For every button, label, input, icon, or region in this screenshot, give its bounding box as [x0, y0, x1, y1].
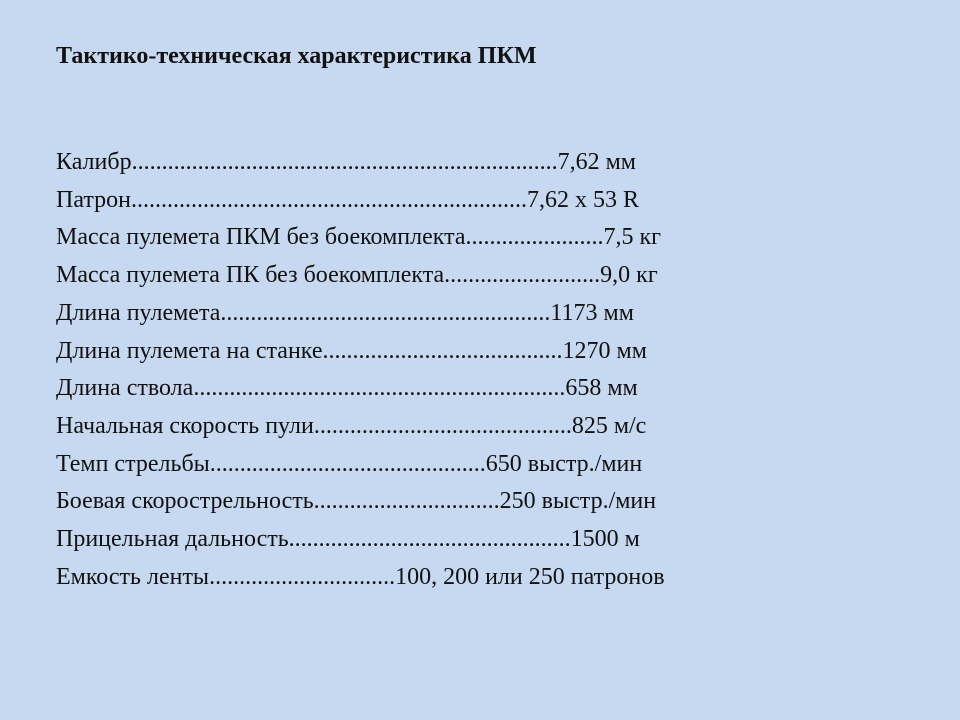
spec-row-muzzle-velocity	[56, 408, 665, 446]
spec-value: 1500 м	[570, 526, 640, 553]
spec-row-caliber	[56, 144, 665, 182]
spec-leader-dots: ..............................................	[209, 450, 486, 477]
spec-value: 658 мм	[565, 375, 638, 402]
spec-value: 825 м/с	[571, 412, 647, 439]
spec-value: 7,62 х 53 R	[527, 186, 640, 213]
spec-row-mass-pkm	[56, 219, 665, 257]
spec-label: Длина пулемета на станке	[56, 337, 323, 364]
spec-label: Боевая скорострельность	[56, 488, 314, 515]
specs-list	[56, 144, 665, 596]
spec-row-rate-of-fire	[56, 446, 665, 484]
spec-label: Темп стрельбы	[56, 450, 210, 477]
spec-leader-dots: ...............................................	[288, 526, 571, 553]
spec-leader-dots: .......................................................................	[131, 149, 558, 175]
spec-value: 250 выстр./мин	[499, 488, 657, 515]
slide-title: Тактико-техническая характеристика ПКМ	[56, 43, 537, 69]
spec-leader-dots: .......................	[465, 224, 604, 251]
spec-row-mass-pk	[56, 257, 665, 295]
spec-row-cartridge	[56, 182, 665, 220]
spec-row-effective-range	[56, 521, 665, 559]
spec-label: Масса пулемета ПКМ без боекомплекта	[56, 224, 466, 251]
spec-leader-dots: ..............................................................	[193, 375, 566, 402]
spec-leader-dots: ...............................	[209, 563, 396, 590]
spec-value: 7,62 мм	[557, 149, 636, 175]
spec-label: Калибр	[56, 149, 132, 175]
spec-leader-dots: ..........................	[444, 262, 601, 289]
spec-label: Длина ствола	[56, 375, 194, 402]
spec-row-length	[56, 295, 665, 333]
spec-row-barrel-length	[56, 370, 665, 408]
spec-row-combat-rate	[56, 483, 665, 521]
spec-leader-dots: ........................................	[322, 337, 563, 364]
spec-label: Прицельная дальность	[56, 526, 289, 553]
spec-label: Патрон	[56, 186, 131, 213]
spec-value: 9,0 кг	[600, 262, 658, 289]
spec-label: Емкость ленты	[56, 563, 210, 590]
spec-leader-dots: ...............................	[313, 488, 500, 515]
spec-leader-dots: ...........................................	[313, 412, 572, 439]
spec-value: 100, 200 или 250 патронов	[395, 563, 665, 590]
spec-label: Масса пулемета ПК без боекомплекта	[56, 262, 445, 289]
spec-leader-dots: ..................................................................	[131, 186, 527, 213]
spec-value: 650 выстр./мин	[485, 450, 643, 477]
spec-label: Начальная скорость пули	[56, 412, 314, 439]
spec-value: 1270 мм	[562, 337, 647, 364]
spec-row-length-mounted	[56, 333, 665, 371]
spec-label: Длина пулемета	[56, 299, 221, 326]
spec-value: 1173 мм	[550, 299, 634, 326]
spec-value: 7,5 кг	[603, 224, 662, 251]
spec-leader-dots: .......................................................	[220, 299, 551, 326]
spec-row-belt-capacity	[56, 559, 665, 597]
